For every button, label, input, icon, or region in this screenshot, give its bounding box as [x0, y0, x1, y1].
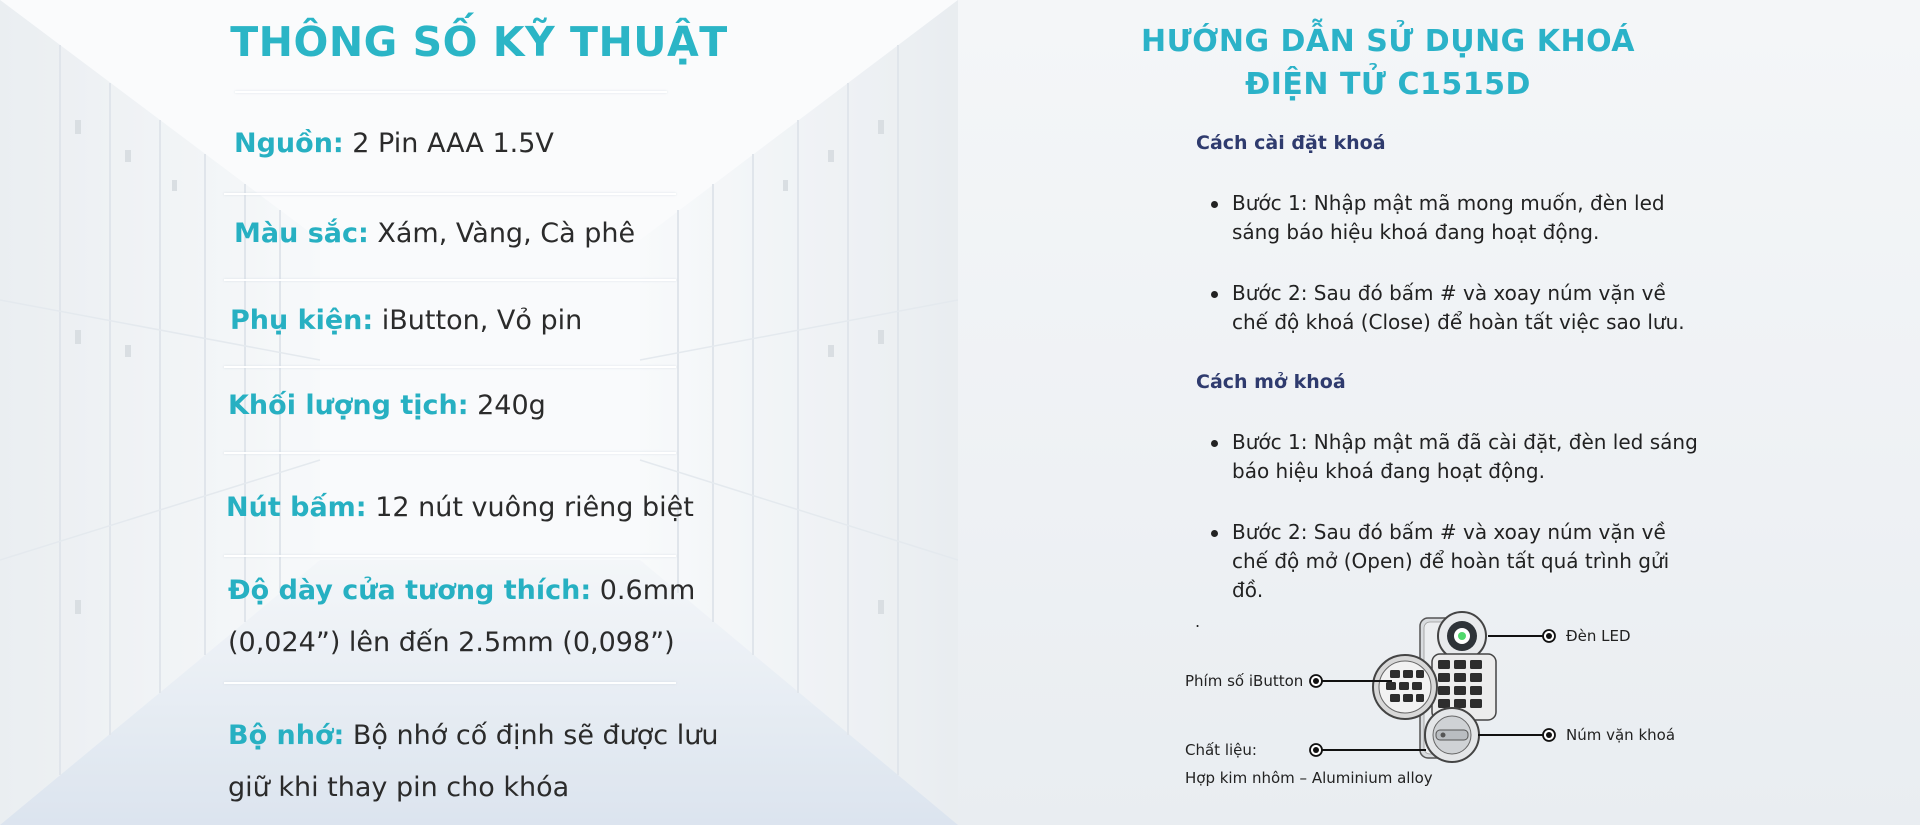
spec-weight: [228, 380, 546, 432]
step-line: báo hiệu khoá đang hoạt động.: [1232, 459, 1545, 483]
spec-label: Bộ nhớ:: [228, 720, 345, 751]
spec-value: 12 nút vuông riêng biệt: [366, 492, 694, 523]
divider: [235, 91, 667, 93]
step-line: sáng báo hiệu khoá đang hoạt động.: [1232, 220, 1600, 244]
lock-diagram: [958, 0, 1920, 825]
step-line: Bước 2: Sau đó bấm # và xoay núm vặn về: [1232, 520, 1666, 544]
spec-accessories: [230, 295, 582, 347]
lock-body-illustration: [1373, 612, 1496, 762]
step-line: chế độ khoá (Close) để hoàn tất việc sao lưu.: [1232, 310, 1685, 334]
spec-label: Nguồn:: [234, 128, 344, 159]
material-label: Chất liệu:: [1185, 741, 1257, 759]
divider: [224, 279, 676, 281]
divider: [224, 555, 676, 557]
ibutton-label: Phím số iButton: [1185, 672, 1304, 690]
spec-buttons: [226, 482, 694, 534]
spec-label: Độ dày cửa tương thích:: [228, 575, 592, 606]
material-value: Hợp kim nhôm – Aluminium alloy: [1185, 769, 1433, 787]
step-line: chế độ mở (Open) để hoàn tất quá trình gửi: [1232, 549, 1670, 573]
divider: [224, 193, 676, 195]
knob-label: Núm vặn khoá: [1566, 726, 1676, 744]
divider: [224, 682, 676, 684]
divider: [224, 366, 676, 368]
specs-panel: [0, 0, 958, 825]
spec-label: Phụ kiện:: [230, 305, 374, 336]
spec-memory: [228, 710, 718, 814]
step-line: đồ.: [1232, 578, 1264, 602]
spec-power: [234, 118, 554, 170]
spec-value: Bộ nhớ cố định sẽ được lưu: [344, 720, 719, 751]
stray-dot: .: [1195, 612, 1201, 631]
spec-value-line2: (0,024”) lên đến 2.5mm (0,098”): [228, 627, 675, 658]
spec-door-thickness: [228, 565, 695, 669]
step-line: Bước 1: Nhập mật mã mong muốn, đèn led: [1232, 191, 1665, 215]
specs-title: THÔNG SỐ KỸ THUẬT: [230, 18, 728, 66]
spec-label: Khối lượng tịch:: [228, 390, 469, 421]
spec-label: Nút bấm:: [226, 492, 367, 523]
spec-value: 2 Pin AAA 1.5V: [343, 128, 554, 159]
spec-value: 0.6mm: [591, 575, 696, 606]
guide-title-line2: ĐIỆN TỬ C1515D: [1245, 67, 1531, 102]
usage-guide-panel: [958, 0, 1920, 825]
open-heading: Cách mở khoá: [1196, 371, 1346, 393]
spec-value: 240g: [468, 390, 546, 421]
spec-value-line2: giữ khi thay pin cho khóa: [228, 772, 570, 803]
spec-value: iButton, Vỏ pin: [373, 305, 583, 336]
guide-title-line1: HƯỚNG DẪN SỬ DỤNG KHOÁ: [1140, 24, 1636, 59]
divider: [224, 452, 676, 454]
spec-value: Xám, Vàng, Cà phê: [368, 218, 636, 249]
led-label: Đèn LED: [1566, 627, 1631, 645]
spec-color: [234, 208, 635, 260]
step-line: Bước 2: Sau đó bấm # và xoay núm vặn về: [1232, 281, 1666, 305]
install-heading: Cách cài đặt khoá: [1196, 132, 1386, 154]
step-line: Bước 1: Nhập mật mã đã cài đặt, đèn led sáng: [1232, 430, 1698, 454]
spec-label: Màu sắc:: [234, 218, 369, 249]
